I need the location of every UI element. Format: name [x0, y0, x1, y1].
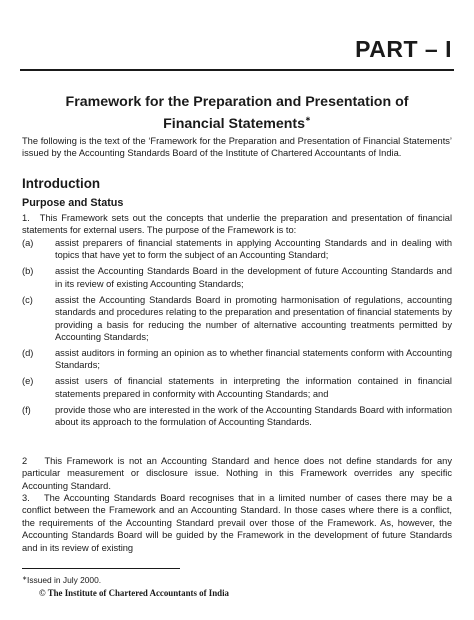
list-item-text: provide those who are interested in the work of the Accounting Standards Board with information about its approach to the formulation of Accounting Standards. — [55, 404, 452, 428]
paragraph-3-number: 3. — [22, 493, 30, 503]
list-item — [22, 347, 452, 372]
document-title — [22, 93, 452, 133]
footnote-text: Issued in July 2000. — [27, 575, 102, 585]
list-item — [22, 265, 452, 290]
list-item-text: assist auditors in forming an opinion as to whether financial statements conform with Accounting Standards; — [55, 348, 452, 371]
paragraph-2-text: This Framework is not an Accounting Standard and hence does not define standards for any particular measurement or disclosure issue. Nothing in this Framework overrides any specific Accounting Standard. — [22, 456, 452, 491]
list-item — [22, 237, 452, 262]
list-item-label: (c) — [22, 294, 33, 305]
list-item-text: assist the Accounting Standards Board in the development of future Accounting Standards and in its review of existing Accounting Standards; — [55, 266, 452, 289]
list-item — [22, 404, 452, 429]
paragraph-3-text: The Accounting Standards Board recognises that in a limited number of cases there may be a conflict between the Framework and an Accounting Standard. In those cases where there is a conflict, the requirements of the Accounting Standard prevail over those of the Framework. As, however, the Accounting Standards Board will be guided by the Framework in the development of future Standards and in its review of existing — [22, 493, 452, 553]
paragraph-1-number: 1. — [22, 213, 30, 223]
title-line-1: Framework for the Preparation and Presentation of — [65, 94, 409, 110]
title-footnote-marker[interactable]: ∗ — [305, 116, 311, 123]
footnote-marker: ∗ — [22, 576, 28, 582]
title-line-2 — [22, 111, 452, 133]
copyright-notice: © The Institute of Chartered Accountants of India — [39, 588, 229, 598]
list-item-label: (a) — [22, 238, 34, 248]
intro-paragraph: The following is the text of the ‘Framework for the Preparation and Presentation of Financial Statements’ issued by the Accounting Standards Board of the Institute of Chartered Accountants of India. — [22, 136, 452, 159]
paragraph-1-text: This Framework sets out the concepts that underlie the preparation and presentation of financial statements for external users. The purpose of the Framework is to: — [22, 213, 453, 236]
list-item-text: assist users of financial statements in interpreting the information contained in financial statements prepared in conformity with Accounting Standards; and — [55, 376, 452, 399]
paragraph-2 — [22, 455, 452, 492]
list-item-text: assist the Accounting Standards Board in promoting harmonisation of regulations, accounting standards and procedures relating to the preparation and presentation of financial statements by providing a basis for reducing the number of alternative accounting treatments permitted by Accounting Standards; — [55, 294, 452, 343]
part-label: PART – I — [355, 36, 452, 62]
list-item — [22, 375, 452, 400]
footnote — [22, 575, 101, 585]
subsection-heading-purpose: Purpose and Status — [22, 197, 124, 209]
paragraph-3 — [22, 492, 452, 554]
list-item-label: (f) — [22, 404, 31, 415]
list-item — [22, 294, 452, 344]
purpose-list — [22, 237, 452, 432]
list-item-label: (d) — [22, 348, 34, 359]
header-divider — [20, 69, 454, 71]
list-item-label: (b) — [22, 266, 34, 277]
footnote-divider — [22, 568, 180, 569]
title-line-2-text: Financial Statements — [163, 116, 306, 132]
section-heading-introduction: Introduction — [22, 176, 101, 191]
paragraph-1 — [22, 212, 452, 237]
list-item-label: (e) — [22, 376, 34, 387]
paragraph-2-number: 2 — [22, 456, 28, 466]
list-item-text: assist preparers of financial statements in applying Accounting Standards and in dealing with topics that have yet to form the subject of an Accounting Standard; — [55, 238, 452, 261]
